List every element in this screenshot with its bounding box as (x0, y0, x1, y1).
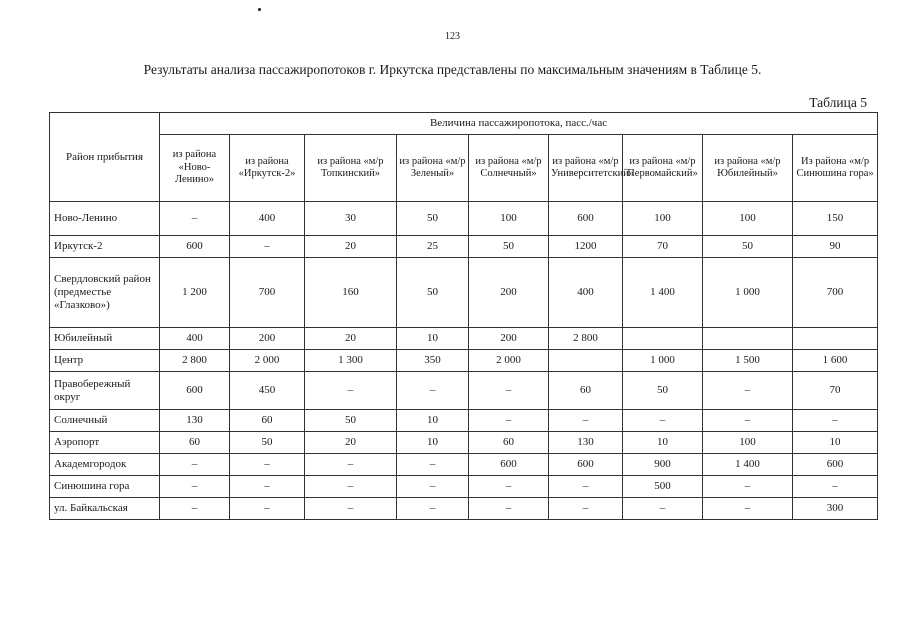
table-cell: – (549, 498, 623, 520)
table-row (50, 454, 878, 476)
table-cell: 150 (793, 202, 878, 236)
table-cell: 50 (703, 236, 793, 258)
table-cell: 50 (305, 410, 397, 432)
table-row (50, 328, 878, 350)
table-cell: 50 (397, 202, 469, 236)
table-cell: 2 000 (230, 350, 305, 372)
table-cell: 20 (305, 328, 397, 350)
table-cell: – (230, 236, 305, 258)
table-cell (793, 328, 878, 350)
table-cell: – (230, 498, 305, 520)
table-cell: – (160, 202, 230, 236)
table-cell: 1200 (549, 236, 623, 258)
column-header: из района «м/р Зеленый» (397, 135, 469, 202)
table-cell: – (469, 498, 549, 520)
table-cell: – (397, 372, 469, 410)
table-cell: 1 400 (703, 454, 793, 476)
table-cell: 100 (469, 202, 549, 236)
table-row (50, 372, 878, 410)
table-cell: – (793, 410, 878, 432)
row-name: ул. Байкальская (50, 498, 160, 520)
table-cell: – (230, 454, 305, 476)
table-cell: 10 (623, 432, 703, 454)
table-cell: 400 (549, 258, 623, 328)
table-cell: – (160, 498, 230, 520)
table-cell: – (623, 498, 703, 520)
table-cell: – (549, 476, 623, 498)
table-cell: 450 (230, 372, 305, 410)
table-row (50, 350, 878, 372)
table-cell: 600 (549, 454, 623, 476)
table-cell: 1 000 (703, 258, 793, 328)
table-cell: 1 600 (793, 350, 878, 372)
table-cell: – (549, 410, 623, 432)
row-name: Академгородок (50, 454, 160, 476)
table-cell: – (703, 372, 793, 410)
table-cell: – (469, 476, 549, 498)
table-cell (703, 328, 793, 350)
row-name: Синюшина гора (50, 476, 160, 498)
group-header: Величина пассажиропотока, пасс./час (160, 113, 878, 135)
table-cell: 60 (160, 432, 230, 454)
table-row (50, 432, 878, 454)
row-name: Юбилейный (50, 328, 160, 350)
column-header: Из района «м/р Синюшина гора» (793, 135, 878, 202)
table-cell: 600 (160, 236, 230, 258)
table-row (50, 202, 878, 236)
table-cell: – (623, 410, 703, 432)
table-cell: 900 (623, 454, 703, 476)
table-cell: 90 (793, 236, 878, 258)
table-cell: 500 (623, 476, 703, 498)
table-cell: 2 000 (469, 350, 549, 372)
table-cell: 30 (305, 202, 397, 236)
table-cell: 2 800 (549, 328, 623, 350)
table-cell: 70 (793, 372, 878, 410)
column-header: из района «м/р Университетский» (549, 135, 623, 202)
row-name: Правобережный округ (50, 372, 160, 410)
table-cell: 10 (793, 432, 878, 454)
table-cell: 50 (469, 236, 549, 258)
table-cell: 1 200 (160, 258, 230, 328)
table-cell: 600 (469, 454, 549, 476)
table-cell: – (469, 410, 549, 432)
table-cell: 200 (469, 258, 549, 328)
table-cell: 1 400 (623, 258, 703, 328)
table-cell: – (397, 476, 469, 498)
row-name: Аэропорт (50, 432, 160, 454)
table-row (50, 476, 878, 498)
table-cell: – (703, 410, 793, 432)
table-cell: 400 (230, 202, 305, 236)
row-name: Ново-Ленино (50, 202, 160, 236)
table-cell: 1 500 (703, 350, 793, 372)
table-cell: 200 (230, 328, 305, 350)
speck-dot (258, 8, 261, 11)
table-cell: 100 (703, 202, 793, 236)
row-name: Свердловский район (предместье «Глазково») (50, 258, 160, 328)
table-cell: 70 (623, 236, 703, 258)
table-row (50, 236, 878, 258)
table-cell: – (703, 476, 793, 498)
table-cell: – (397, 498, 469, 520)
table-cell: – (305, 454, 397, 476)
table-cell: – (305, 476, 397, 498)
table-cell: 10 (397, 410, 469, 432)
table-cell (549, 350, 623, 372)
table-cell: – (397, 454, 469, 476)
table-cell: – (305, 498, 397, 520)
column-header: из района «Ново-Ленино» (160, 135, 230, 202)
table-cell: 600 (160, 372, 230, 410)
table-cell: 100 (623, 202, 703, 236)
row-name: Иркутск-2 (50, 236, 160, 258)
table-cell: 700 (230, 258, 305, 328)
table-cell: 60 (469, 432, 549, 454)
table-cell: 300 (793, 498, 878, 520)
table-cell: 50 (230, 432, 305, 454)
column-header: из района «м/р Юбилейный» (703, 135, 793, 202)
table-cell: 700 (793, 258, 878, 328)
table-cell: 600 (549, 202, 623, 236)
table-cell: – (793, 476, 878, 498)
table-cell: 60 (230, 410, 305, 432)
passenger-flow-table (49, 112, 878, 520)
table-cell: 600 (793, 454, 878, 476)
column-header: из района «м/р Топкинский» (305, 135, 397, 202)
table-row (50, 258, 878, 328)
table-cell: 20 (305, 236, 397, 258)
column-header: из района «м/р Солнечный» (469, 135, 549, 202)
table-cell: 200 (469, 328, 549, 350)
table-cell: 50 (623, 372, 703, 410)
row-name: Солнечный (50, 410, 160, 432)
table-cell: – (305, 372, 397, 410)
column-header: из района «Иркутск-2» (230, 135, 305, 202)
table-cell: – (160, 476, 230, 498)
table-cell: 10 (397, 432, 469, 454)
column-header: из района «м/р Первомайский» (623, 135, 703, 202)
table-cell: 10 (397, 328, 469, 350)
intro-paragraph: Результаты анализа пассажиропотоков г. Иркутска представлены по максимальным значениям в Таблице 5. (143, 62, 762, 77)
page-number: 123 (445, 31, 460, 42)
table-cell: – (230, 476, 305, 498)
table-cell: – (469, 372, 549, 410)
table-cell: 350 (397, 350, 469, 372)
table-cell: 60 (549, 372, 623, 410)
table-cell: 400 (160, 328, 230, 350)
table-cell: 50 (397, 258, 469, 328)
table-cell: 1 300 (305, 350, 397, 372)
table-cell: 130 (160, 410, 230, 432)
table-row (50, 410, 878, 432)
table-cell: 130 (549, 432, 623, 454)
table-cell (623, 328, 703, 350)
table-cell: 1 000 (623, 350, 703, 372)
table-cell: 20 (305, 432, 397, 454)
row-header: Район прибытия (50, 113, 160, 202)
table-cell: – (160, 454, 230, 476)
table-label: Таблица 5 (809, 95, 867, 110)
row-name: Центр (50, 350, 160, 372)
table-cell: – (703, 498, 793, 520)
table-cell: 2 800 (160, 350, 230, 372)
table-cell: 100 (703, 432, 793, 454)
table-cell: 160 (305, 258, 397, 328)
table-row (50, 498, 878, 520)
table-cell: 25 (397, 236, 469, 258)
